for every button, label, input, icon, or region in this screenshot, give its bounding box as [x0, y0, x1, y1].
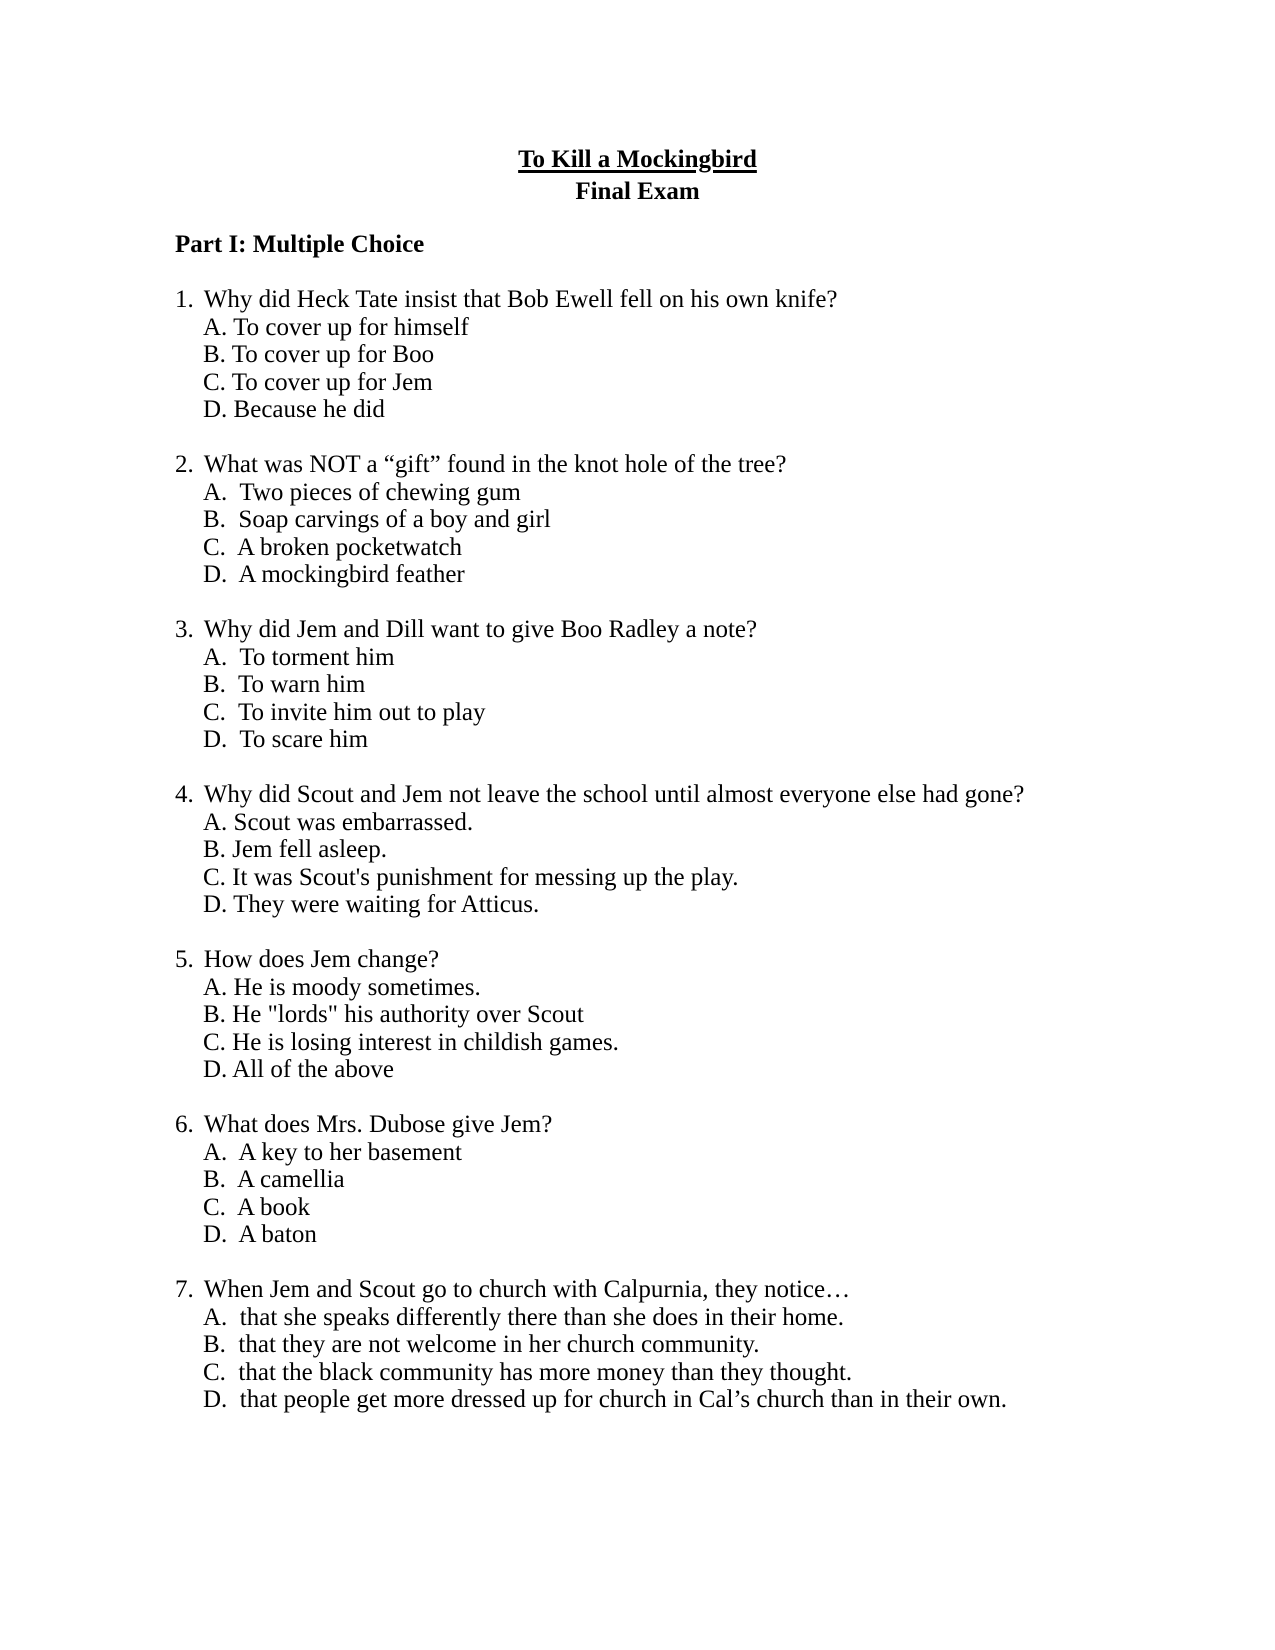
question-line [175, 616, 1235, 644]
question-number: 6. [175, 1111, 194, 1138]
question-block [175, 286, 1235, 424]
option-line: B. Jem fell asleep. [203, 836, 387, 863]
exam-content [175, 231, 1235, 1441]
question-text: Why did Jem and Dill want to give Boo Radley a note? [203, 616, 758, 643]
question-text: What does Mrs. Dubose give Jem? [203, 1111, 553, 1138]
question-text: Why did Scout and Jem not leave the school until almost everyone else had gone? [203, 781, 1025, 808]
question-line [175, 286, 1235, 314]
question-line [175, 946, 1235, 974]
option-line: C. To cover up for Jem [203, 368, 433, 396]
option-line: D. A mockingbird feather [203, 561, 465, 588]
option-line: D. All of the above [203, 1056, 394, 1083]
option-line: C. To invite him out to play [203, 698, 486, 726]
question-block [175, 451, 1235, 589]
option-line: C. It was Scout's punishment for messing up the play. [203, 863, 739, 891]
question-block [175, 616, 1235, 754]
question-block [175, 1111, 1235, 1249]
question-number: 2. [175, 451, 194, 478]
question-list [175, 286, 1235, 1414]
document-header [0, 144, 1275, 208]
option-line: C. A broken pocketwatch [203, 533, 462, 561]
question-line [175, 1276, 1235, 1304]
option-line: A. Two pieces of chewing gum [203, 478, 521, 506]
option-line: A. He is moody sometimes. [203, 973, 481, 1001]
question-number: 7. [175, 1276, 194, 1303]
question-number: 4. [175, 781, 194, 808]
option-line: B. To cover up for Boo [203, 341, 435, 368]
question-block [175, 781, 1235, 919]
option-line: C. He is losing interest in childish games. [203, 1028, 619, 1056]
question-number: 1. [175, 286, 194, 313]
option-line: B. A camellia [203, 1166, 345, 1193]
option-line: D. They were waiting for Atticus. [203, 891, 540, 918]
document-subtitle: Final Exam [575, 178, 700, 205]
option-line: B. Soap carvings of a boy and girl [203, 506, 551, 533]
option-line: A. that she speaks differently there than she does in their home. [203, 1303, 845, 1331]
option-line: A. Scout was embarrassed. [203, 808, 474, 836]
option-line: D. To scare him [203, 726, 369, 753]
question-number: 3. [175, 616, 194, 643]
option-line: D. Because he did [203, 396, 385, 423]
option-line: B. He "lords" his authority over Scout [203, 1001, 584, 1028]
question-line [175, 1111, 1235, 1139]
option-line: D. A baton [203, 1221, 317, 1248]
option-line: A. To torment him [203, 643, 395, 671]
option-line: C. that the black community has more money than they thought. [203, 1358, 853, 1386]
question-block [175, 946, 1235, 1084]
option-line: B. To warn him [203, 671, 366, 698]
option-line: C. A book [203, 1193, 310, 1221]
option-line: D. that people get more dressed up for church in Cal’s church than in their own. [203, 1386, 1007, 1413]
question-number: 5. [175, 946, 194, 973]
option-line: A. To cover up for himself [203, 313, 469, 341]
question-text: Why did Heck Tate insist that Bob Ewell fell on his own knife? [203, 286, 838, 313]
option-line: B. that they are not welcome in her church community. [203, 1331, 760, 1358]
question-text: What was NOT a “gift” found in the knot hole of the tree? [203, 451, 787, 478]
question-line [175, 781, 1235, 809]
option-line: A. A key to her basement [203, 1138, 462, 1166]
question-text: How does Jem change? [203, 946, 440, 973]
question-block [175, 1276, 1235, 1414]
question-line [175, 451, 1235, 479]
section-heading: Part I: Multiple Choice [175, 231, 425, 258]
question-text: When Jem and Scout go to church with Calpurnia, they notice… [203, 1276, 851, 1303]
document-title: To Kill a Mockingbird [518, 146, 757, 173]
